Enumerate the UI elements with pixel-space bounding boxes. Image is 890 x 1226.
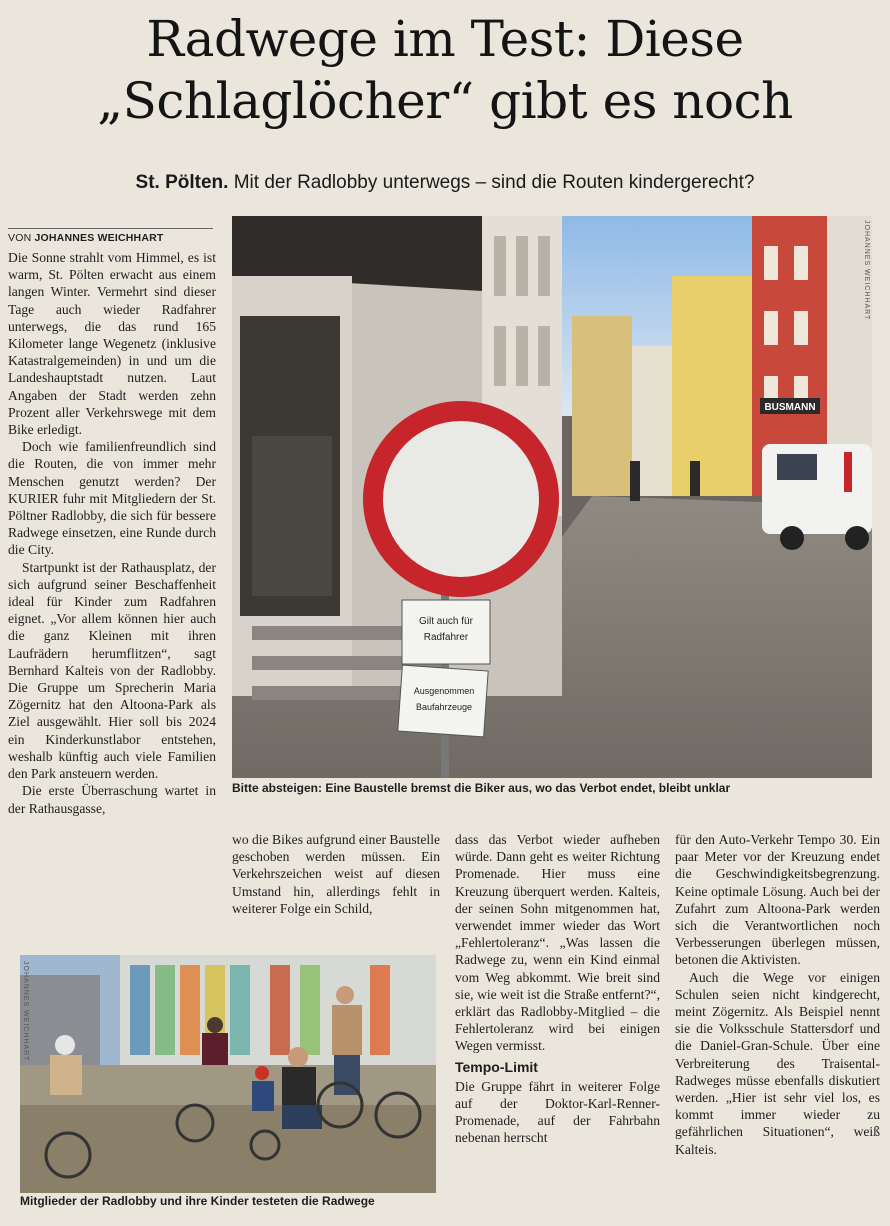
photo-credit: JOHANNES WEICHHART	[863, 220, 870, 321]
paragraph: Auch die Wege vor einigen Schulen seien nicht kindgerecht, meint Zögernitz. Als Beispiel nennt sie die Volksschule Stattersdorf und die Daniel-Gran-Schule. Über eine Verbreiterung des Traisental-Radweges müsse ebenfalls diskutiert werden. „Hier ist sehr viel los, es kommt immer wieder zu gefährlichen Situationen“, weiß Kalteis.	[675, 969, 880, 1157]
main-photo	[232, 216, 872, 778]
paragraph: dass das Verbot wieder aufheben würde. Dann geht es weiter Richtung Promenade. Hier muss eine Kreuzung überquert werden. Kalteis, der seinen Sohn mitgenommen hat, verwendet immer wieder das Wort „Fehlertoleranz“. „Was lassen die Radwege zu, wenn ein Kind einmal vom Weg abkommt. Wie breit sind sie, wie weit ist die Straße entfernt?“, erklärt das Radlobby-Mitglied – die Fehlertoleranz wird bei einigen Wegen vermisst.	[455, 832, 660, 1054]
byline	[8, 228, 213, 244]
column-2	[232, 831, 440, 917]
column-1	[8, 249, 216, 817]
paragraph: für den Auto-Verkehr Tempo 30. Ein paar Meter vor der Kreuzung endet die Geschwindigkeitsbegrenzung. Keine optimale Lösung. Auch bei der Zufahrt zum Altoona-Park werden sich die Verantwortlichen noch Verbesserungen überlegen müssen, betonen die Aktivisten.	[675, 832, 880, 968]
subheadline-text: Mit der Radlobby unterwegs – sind die Routen kindergerecht?	[233, 172, 755, 193]
svg-text:Baufahrzeuge: Baufahrzeuge	[415, 702, 473, 712]
svg-text:Gilt auch für: Gilt auch für	[419, 616, 473, 627]
dateline-place: St. Pölten.	[135, 172, 229, 193]
sign-plate-cyclists	[402, 600, 490, 664]
paragraph: Doch wie familienfreundlich sind die Routen, die von immer mehr Menschen genutzt werden? Der KURIER fuhr mit Mitgliedern der St. Pöltner Radlobby, die sich für bessere Radwege einsetzen, eine Runde durch die City.	[8, 439, 216, 558]
headline-line-2: „Schlaglöcher“ gibt es noch	[97, 72, 793, 130]
no-vehicles-sign-icon	[363, 401, 559, 597]
byline-author: JOHANNES WEICHHART	[34, 232, 164, 244]
paragraph: Die Gruppe fährt in weiterer Folge auf der Doktor-Karl-Renner-Promenade, auf der Fahrbahn nebenan herrscht	[455, 1078, 660, 1146]
paragraph: Startpunkt ist der Rathausplatz, der sich aufgrund seiner Beschaffenheit ideal für Kinder zum Radfahren eignet. „Vor allem können hier auch die ganz Kleinen mit ihren Laufrädern herumflitzen“, sagt Bernhard Kalteis von der Radlobby. Die Gruppe um Sprecherin Maria Zögernitz hat den Altoona-Park als Ziel ausgewählt. Hier soll bis 2024 ein Kinderkunstlabor entstehen, weshalb künftig auch viele Familien den Park ansteuern werden.	[8, 559, 216, 782]
main-photo-caption: Bitte absteigen: Eine Baustelle bremst die Biker aus, wo das Verbot endet, bleibt unklar	[232, 781, 731, 795]
headline-line-1: Radwege im Test: Diese	[146, 10, 744, 68]
byline-prefix: VON	[8, 232, 32, 244]
svg-text:Radfahrer: Radfahrer	[423, 632, 469, 643]
cyclists-group-image	[20, 955, 436, 1193]
column-4	[675, 831, 880, 1158]
paragraph: wo die Bikes aufgrund einer Baustelle geschoben werden müssen. Ein Verkehrszeichen weist auf diesen Umstand hin, allerdings fehlt in weiterer Folge ein Schild,	[232, 832, 441, 916]
group-photo-caption: Mitglieder der Radlobby und ihre Kinder testeten die Radwege	[20, 1194, 375, 1208]
group-photo	[20, 955, 436, 1193]
subhead-tempo-limit: Tempo-Limit	[455, 1058, 538, 1075]
headline	[0, 8, 890, 132]
paragraph: Die erste Überraschung wartet in der Rathausgasse,	[8, 783, 216, 816]
construction-sign-street-image	[232, 216, 872, 778]
group-photo-credit: JOHANNES WEICHHART	[22, 961, 29, 1062]
subheadline	[0, 172, 890, 194]
shop-sign: BUSMANN	[764, 402, 816, 413]
svg-text:Ausgenommen: Ausgenommen	[413, 686, 475, 696]
paragraph: Die Sonne strahlt vom Himmel, es ist warm, St. Pölten erwacht aus einem langen Winter. Vermehrt sind dieser Tage auch wieder Radfahrer unterwegs, die das rund 165 Kilometer lange Wegenetz (inklusive Katastralgemeinden) in und um die Landeshauptstadt nutzen. Laut Angaben der Stadt werden zehn Prozent aller Verkehrswege mit dem Bike erledigt.	[8, 250, 216, 438]
sign-plate-construction-vehicles	[398, 665, 488, 737]
column-3	[455, 831, 660, 1147]
